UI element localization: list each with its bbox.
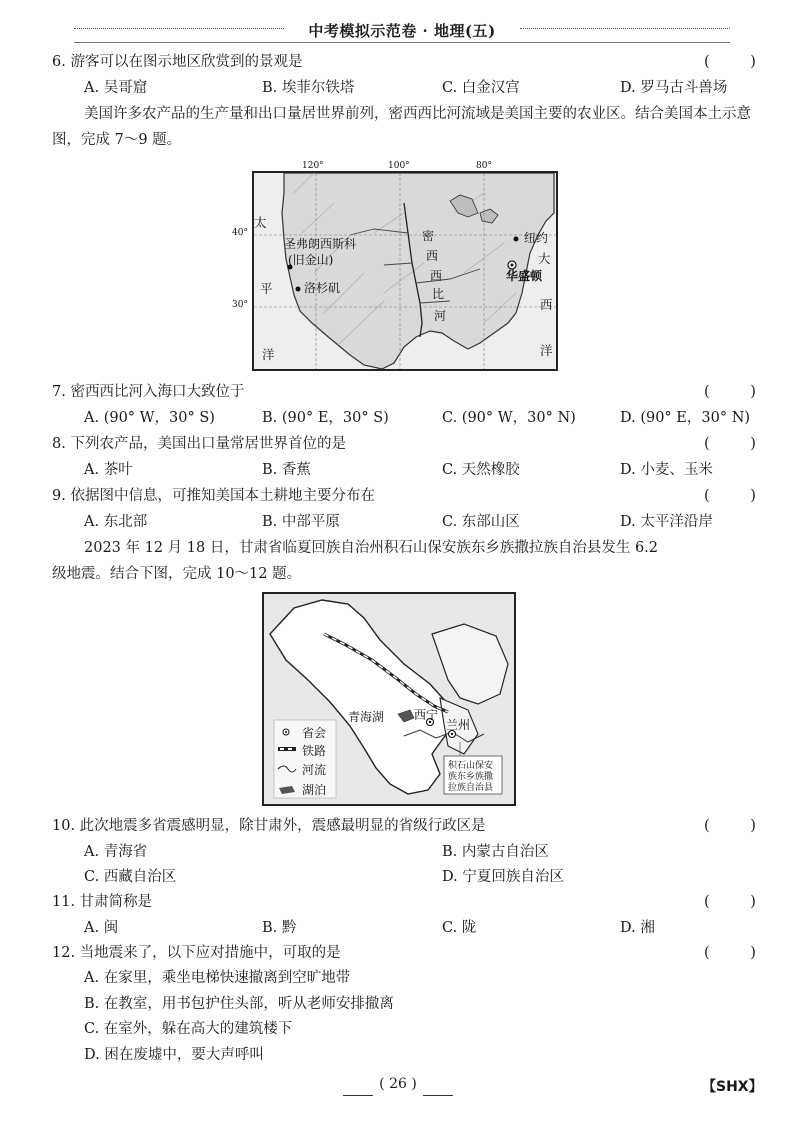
header-dots-right <box>520 28 730 29</box>
q11-answer-blank: ( ) <box>704 894 774 910</box>
header-title: 中考模拟示范卷 · 地理(五) <box>308 22 496 40</box>
page-number-value: 26 <box>389 1076 407 1092</box>
usa-map-river-4: 比 <box>432 287 445 301</box>
q7-stem: 7. 密西西比河入海口大致位于 <box>52 384 245 400</box>
q9-answer-blank: ( ) <box>704 488 774 504</box>
usa-map-river-3: 西 <box>430 269 443 283</box>
gansu-legend-lake: 湖泊 <box>302 783 327 797</box>
gansu-legend-railway: 铁路 <box>302 744 327 758</box>
q10-option-a: A. 青海省 <box>84 844 148 860</box>
q6-answer-blank: ( ) <box>704 54 774 70</box>
footer-line-left <box>343 1095 373 1096</box>
q9-option-a: A. 东北部 <box>84 514 148 530</box>
q7-option-c: C. (90° W，30° N) <box>442 410 576 426</box>
q12-option-a: A. 在家里，乘坐电梯快速撤离到空旷地带 <box>84 970 351 986</box>
usa-map-los-angeles: 洛杉矶 <box>304 281 341 295</box>
gansu-map-county-2: 族东乡族撒 <box>448 772 494 782</box>
q7-option-b: B. (90° E，30° S) <box>262 410 389 426</box>
q9-option-c: C. 东部山区 <box>442 514 520 530</box>
gansu-map <box>262 592 516 806</box>
page-number: ( 26 ) <box>379 1076 417 1092</box>
gansu-map-xining: 西宁 <box>414 708 439 722</box>
usa-map-river-5: 河 <box>434 309 447 323</box>
q10-answer-blank: ( ) <box>704 818 774 834</box>
q7-option-d: D. (90° E，30° N) <box>620 410 751 426</box>
q12-option-c: C. 在室外，躲在高大的建筑楼下 <box>84 1021 293 1037</box>
q6-option-d: D. 罗马古斗兽场 <box>620 80 728 96</box>
q6-stem: 6. 游客可以在图示地区欣赏到的景观是 <box>52 54 303 70</box>
quake-intro-line-2: 级地震。结合下图，完成 10～12 题。 <box>52 566 302 582</box>
q10-option-c: C. 西藏自治区 <box>84 869 177 885</box>
usa-map <box>252 171 558 371</box>
gansu-legend-capital: 省会 <box>302 726 327 740</box>
q9-option-b: B. 中部平原 <box>262 514 340 530</box>
quake-intro-line-1: 2023 年 12 月 18 日，甘肃省临夏回族自治州积石山保安族东乡族撒拉族自治县发生 6.2 <box>84 540 659 556</box>
usa-map-lon-120: 120° <box>302 161 324 171</box>
q9-option-d: D. 太平洋沿岸 <box>620 514 713 530</box>
q8-option-c: C. 天然橡胶 <box>442 462 520 478</box>
q10-option-b: B. 内蒙古自治区 <box>442 844 549 860</box>
q12-answer-blank: ( ) <box>704 945 774 961</box>
usa-intro: 美国许多农产品的生产量和出口量居世界前列，密西西比河流域是美国主要的农业区。结合美国本土示意图，完成 7～9 题。 <box>52 106 751 148</box>
footer-line-right <box>423 1095 453 1096</box>
q9-stem: 9. 依据图中信息，可推知美国本土耕地主要分布在 <box>52 488 375 504</box>
q11-option-a: A. 闽 <box>84 920 119 936</box>
usa-map-pacific-2: 平 <box>260 281 273 296</box>
gansu-map-county-1: 积石山保安 <box>448 761 494 771</box>
q8-option-b: B. 香蕉 <box>262 462 311 478</box>
q8-answer-blank: ( ) <box>704 436 774 452</box>
q10-option-d: D. 宁夏回族自治区 <box>442 869 564 885</box>
usa-map-washington: 华盛顿 <box>506 269 543 283</box>
header-rule <box>74 42 730 43</box>
q8-stem: 8. 下列农产品，美国出口量常居世界首位的是 <box>52 436 346 452</box>
q11-option-b: B. 黔 <box>262 920 297 936</box>
usa-map-pacific-1: 太 <box>254 215 267 230</box>
q12-option-d: D. 困在废墟中，要大声呼叫 <box>84 1047 264 1063</box>
usa-map-lon-80: 80° <box>476 161 492 171</box>
q12-stem: 12. 当地震来了，以下应对措施中，可取的是 <box>52 945 341 961</box>
usa-map-atlantic-2: 西 <box>540 297 553 312</box>
usa-map-lat-40: 40° <box>232 228 248 238</box>
usa-map-lon-100: 100° <box>388 161 410 171</box>
usa-map-san-francisco: 圣弗朗西斯科 <box>284 237 357 251</box>
q6-option-c: C. 白金汉宫 <box>442 80 520 96</box>
gansu-map-qinghai-lake: 青海湖 <box>348 710 385 724</box>
q6-option-a: A. 吴哥窟 <box>84 80 148 96</box>
usa-map-river-2: 西 <box>426 249 439 263</box>
page-header <box>74 20 730 38</box>
q8-option-a: A. 茶叶 <box>84 462 133 478</box>
q11-option-d: D. 湘 <box>620 920 655 936</box>
usa-map-lat-30: 30° <box>232 300 248 310</box>
q8-option-d: D. 小麦、玉米 <box>620 462 713 478</box>
gansu-legend-river: 河流 <box>302 763 327 777</box>
gansu-map-county-3: 拉族自治县 <box>448 783 494 793</box>
q11-option-c: C. 陇 <box>442 920 477 936</box>
usa-map-pacific-3: 洋 <box>262 347 275 362</box>
q11-stem: 11. 甘肃简称是 <box>52 894 153 910</box>
q6-option-b: B. 埃菲尔铁塔 <box>262 80 355 96</box>
q10-stem: 10. 此次地震多省震感明显，除甘肃外，震感最明显的省级行政区是 <box>52 818 486 834</box>
q12-option-b: B. 在教室，用书包护住头部，听从老师安排撤离 <box>84 996 394 1012</box>
usa-map-san-francisco-alt: (旧金山) <box>288 253 334 267</box>
q7-answer-blank: ( ) <box>704 384 774 400</box>
usa-map-atlantic-3: 洋 <box>540 343 553 358</box>
usa-map-new-york: 纽约 <box>524 231 549 245</box>
gansu-map-lanzhou: 兰州 <box>446 718 471 732</box>
usa-map-atlantic-1: 大 <box>538 251 551 266</box>
q7-option-a: A. (90° W，30° S) <box>84 410 215 426</box>
usa-map-river-1: 密 <box>422 229 435 243</box>
footer-code: 【SHX】 <box>702 1079 763 1095</box>
